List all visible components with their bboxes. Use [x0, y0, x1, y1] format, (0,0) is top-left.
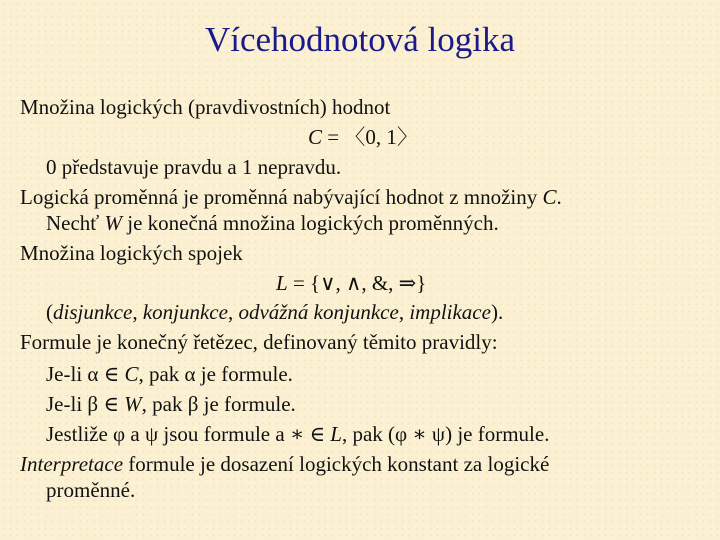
- text-segment: Nechť: [46, 211, 105, 235]
- italic-text: W: [104, 211, 123, 235]
- text-segment: Je-li α ∈: [46, 362, 125, 386]
- text-segment: ,: [398, 300, 410, 324]
- text-segment: .: [556, 185, 562, 209]
- italic-text: W: [124, 392, 142, 416]
- text-line: [308, 124, 418, 150]
- text-line: [46, 361, 293, 387]
- text-line: [20, 329, 498, 355]
- text-segment: (: [46, 300, 53, 324]
- text-segment: , pak (φ ∗ ψ) je formule.: [341, 422, 550, 446]
- italic-text: L: [276, 271, 288, 295]
- text-segment: = 〈0, 1〉: [322, 125, 418, 149]
- text-segment: ,: [132, 300, 143, 324]
- text-segment: Jestliže φ a ψ jsou formule a ∗ ∈: [46, 422, 331, 446]
- text-line: [20, 94, 390, 120]
- italic-text: Interpretace: [20, 452, 124, 476]
- italic-text: C: [542, 185, 557, 209]
- text-segment: Množina logických (pravdivostních) hodnot: [20, 95, 391, 119]
- text-line: [46, 477, 135, 503]
- text-line: [20, 184, 562, 210]
- text-segment: formule je dosazení logických konstant za logické: [123, 452, 550, 476]
- text-segment: Formule je konečný řetězec, definovaný těmito pravidly:: [20, 330, 498, 354]
- text-line: [46, 391, 296, 417]
- text-line: [46, 210, 499, 236]
- text-segment: 0 představuje pravdu a 1 nepravdu.: [46, 155, 342, 179]
- italic-text: odvážná konjunkce: [238, 300, 399, 324]
- text-line: [276, 270, 426, 296]
- italic-text: L: [330, 422, 342, 446]
- italic-text: konjunkce: [142, 300, 228, 324]
- text-segment: , pak α je formule.: [138, 362, 293, 386]
- text-segment: proměnné.: [46, 478, 136, 502]
- text-segment: je konečná množina logických proměnných.: [122, 211, 499, 235]
- text-segment: ,: [227, 300, 239, 324]
- slide-title: Vícehodnotová logika: [204, 20, 516, 59]
- italic-text: C: [124, 362, 139, 386]
- text-segment: ).: [490, 300, 504, 324]
- text-segment: Je-li β ∈: [46, 392, 125, 416]
- text-segment: = {∨, ∧, &, ⇒}: [287, 271, 427, 295]
- text-line: [46, 299, 503, 325]
- text-segment: Množina logických spojek: [20, 241, 243, 265]
- italic-text: disjunkce: [53, 300, 133, 324]
- text-segment: Logická proměnná je proměnná nabývající hodnot z množiny: [20, 185, 543, 209]
- italic-text: implikace: [409, 300, 491, 324]
- italic-text: C: [308, 125, 323, 149]
- text-line: [20, 451, 549, 477]
- text-line: [46, 421, 549, 447]
- text-segment: , pak β je formule.: [141, 392, 296, 416]
- text-line: [20, 240, 243, 266]
- text-line: [46, 154, 341, 180]
